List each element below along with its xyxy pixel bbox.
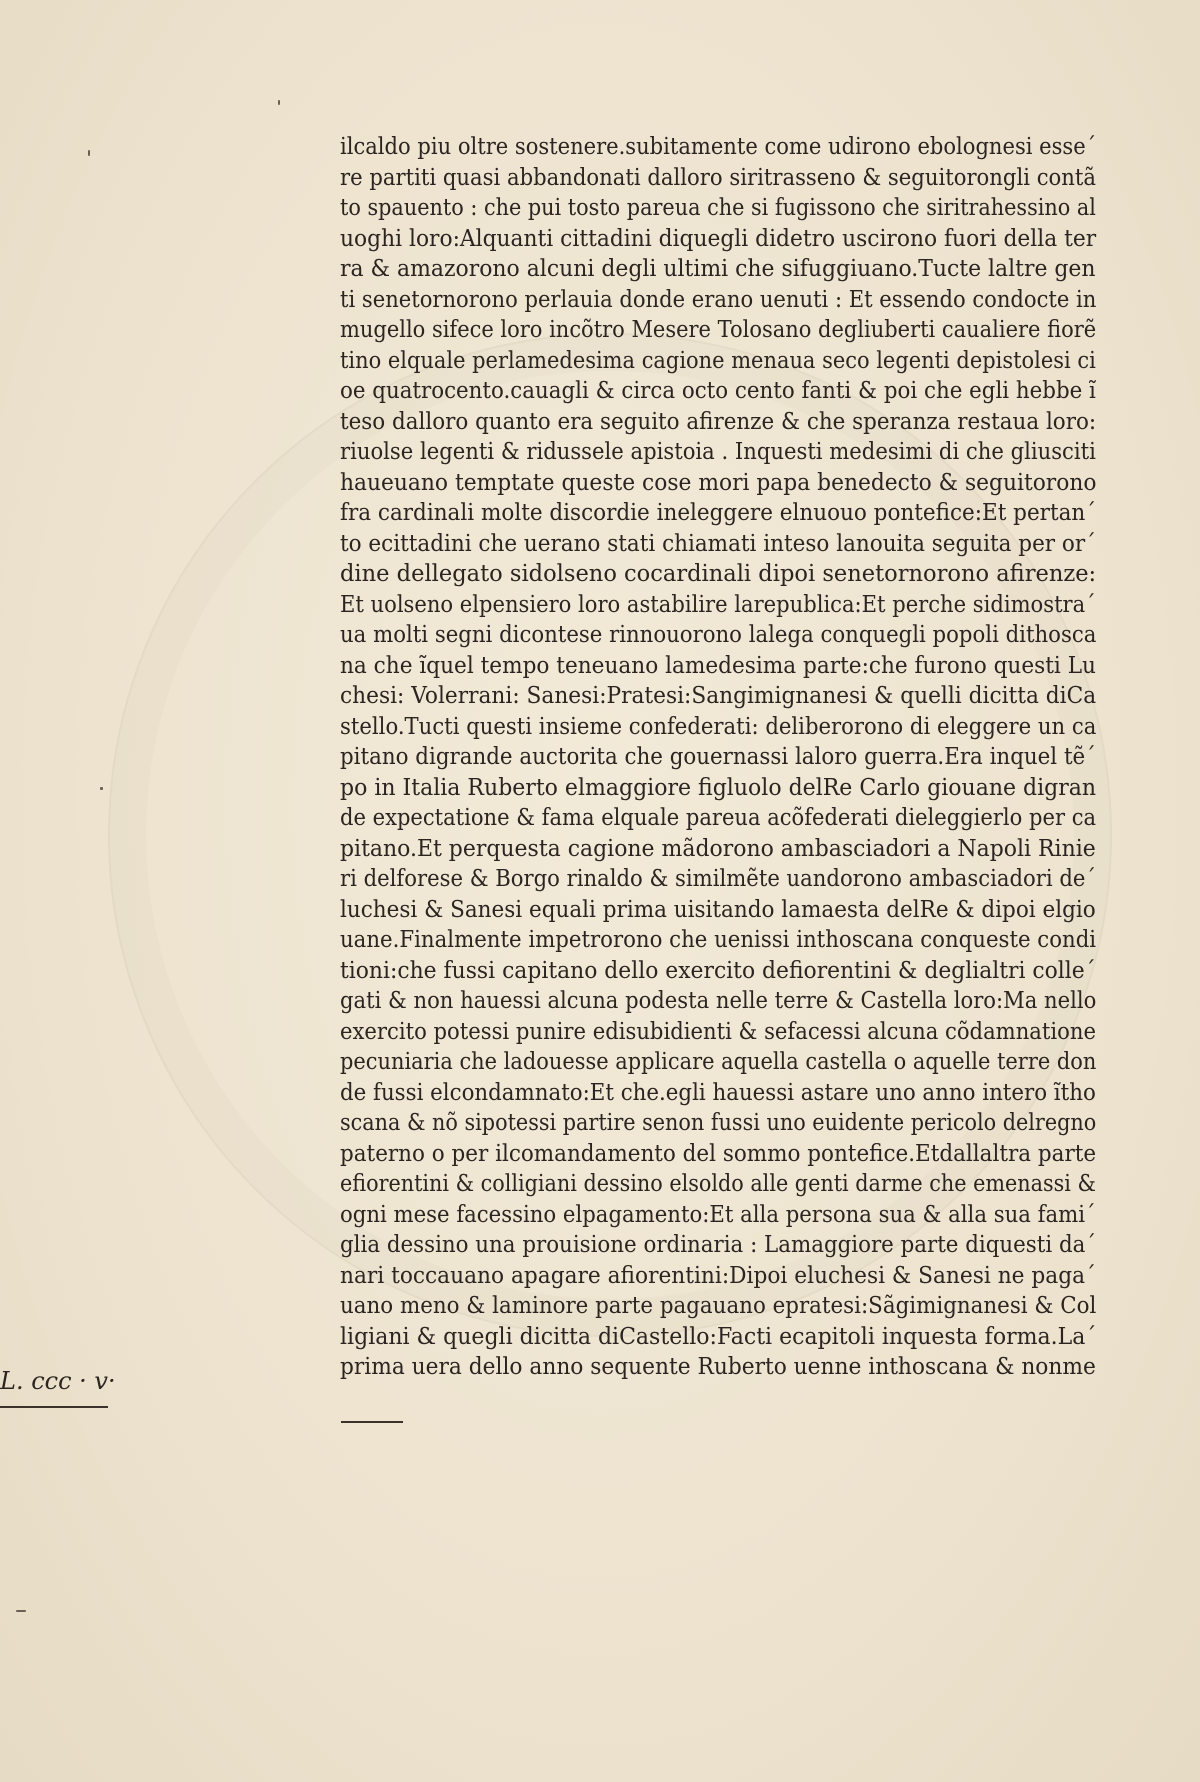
text-line: Et uolseno elpensiero loro astabilire larepublica:Et perche sidimostra´ xyxy=(340,589,1096,618)
text-line: haueuano temptate queste cose mori papa benedecto & seguitorono xyxy=(340,467,1097,496)
text-line: ri delforese & Borgo rinaldo & similmẽte uandorono ambasciadori de´ xyxy=(340,864,1096,892)
text-line: ti senetornorono perlauia donde erano uenuti : Et essendo condocte in xyxy=(340,284,1097,313)
text-line: oe quatrocento.cauagli & circa octo cento fanti & poi che egli hebbe ĩ xyxy=(340,376,1096,404)
text-line: prima uera dello anno sequente Ruberto uenne inthoscana & nonme xyxy=(340,1352,1096,1380)
text-line: ilcaldo piu oltre sostenere.subitamente come udirono ebolognesi esse´ xyxy=(340,132,1097,160)
text-line: glia dessino una prouisione ordinaria : Lamaggiore parte diquesti da´ xyxy=(340,1230,1097,1258)
handwritten-underline xyxy=(341,1421,403,1423)
text-line: dine dellegato sidolseno cocardinali dipoi senetornorono afirenze: xyxy=(340,559,1097,587)
text-line: de expectatione & fama elquale pareua acõfederati dieleggierlo per ca xyxy=(340,803,1097,831)
text-line: pitano.Et perquesta cagione mãdorono ambasciadori a Napoli Rinie xyxy=(340,833,1096,862)
ink-speck xyxy=(100,787,103,790)
text-line: nari toccauano apagare afiorentini:Dipoi eluchesi & Sanesi ne paga´ xyxy=(340,1260,1096,1289)
text-line: uane.Finalmente impetrorono che uenissi inthoscana conqueste condi xyxy=(340,925,1097,953)
text-line: paterno o per ilcomandamento del sommo pontefice.Etdallaltra parte xyxy=(340,1138,1097,1167)
margin-rule xyxy=(0,1406,108,1408)
text-line: de fussi elcondamnato:Et che.egli hauessi astare uno anno intero ĩtho xyxy=(340,1077,1096,1106)
text-line: fra cardinali molte discordie ineleggere elnuouo pontefice:Et pertan´ xyxy=(340,498,1097,526)
text-line: re partiti quasi abbandonati dalloro siritrassеno & seguitorongli contã xyxy=(340,162,1097,191)
ink-speck xyxy=(278,100,280,105)
text-line: chesi: Volerrani: Sanesi:Pratesi:Sangimignanesi & quelli dicitta diCa xyxy=(340,681,1097,709)
body-text xyxy=(340,131,1100,1382)
text-line: uano meno & laminore parte pagauano epratesi:Sãgimignanesi & Col xyxy=(340,1291,1097,1319)
text-line: pecuniaria che ladouesse applicare aquella castella o aquelle terre don xyxy=(340,1047,1097,1075)
text-line: tino elquale perlamedesima cagione menaua seco legenti depistolesi ci xyxy=(340,345,1096,374)
text-line: exercito potessi punire edisubidienti & sefacessi alcuna cõdamnatione xyxy=(340,1016,1096,1045)
text-line: ogni mese facessino elpagamento:Et alla persona sua & alla sua fami´ xyxy=(340,1199,1096,1228)
text-line: tioni:che fussi capitano dello exercito defiorentini & deglialtri colle´ xyxy=(340,955,1096,984)
text-line: na che ĩquel tempo teneuano lamedesima parte:che furono questi Lu xyxy=(340,650,1096,679)
text-line: teso dalloro quanto era seguito afirenze & che speranza restaua loro: xyxy=(340,406,1097,435)
text-line: mugello sifece loro incõtro Mesere Tolosano degliuberti caualiere fiorẽ xyxy=(340,315,1097,343)
text-line: uoghi loro:Alquanti cittadini diquegli didetro uscirono fuori della ter xyxy=(340,223,1097,252)
text-line: efiorentini & colligiani dessino elsoldo alle genti darme che emenassi & xyxy=(340,1169,1096,1197)
text-line: stello.Tucti questi insieme confederati: deliberorono di eleggere un ca xyxy=(340,711,1097,740)
text-line: ua molti segni dicontese rinnouorono lalega conquegli popoli dithosca xyxy=(340,620,1097,648)
text-line: gati & non hauessi alcuna podesta nelle terre & Castella loro:Ma nello xyxy=(340,986,1097,1014)
text-line: scana & nõ sipotessi partire senon fussi uno euidente pericolo delregno xyxy=(340,1108,1097,1136)
ink-speck xyxy=(16,1610,26,1612)
ink-speck xyxy=(88,150,90,156)
text-line: riuolse legenti & ridussele apistoia . Inquesti medesimi di che gliusciti xyxy=(340,437,1096,465)
text-line: po in Italia Ruberto elmaggiore figluolo delRe Carlo giouane digran xyxy=(340,772,1097,801)
text-line: to ecittadini che uerano stati chiamati inteso lanouita seguita per or´ xyxy=(340,528,1096,557)
text-line: luchesi & Sanesi equali prima uisitando lamaesta delRe & dipoi elgio xyxy=(340,894,1096,923)
text-line: ra & amazorono alcuni degli ultimi che sifuggiuano.Tucte laltre gen xyxy=(340,254,1096,282)
text-line: ligiani & quegli dicitta diCastello:Facti ecapitoli inquesta forma.La´ xyxy=(340,1321,1097,1350)
text-line: pitano digrande auctorita che gouernassi laloro guerra.Era inquel tẽ´ xyxy=(340,742,1096,770)
margin-folio-note: L. ccc · v· xyxy=(0,1367,116,1395)
text-line: to spauento : che pui tosto pareua che si fugissono che siritrahessino al xyxy=(340,193,1096,221)
